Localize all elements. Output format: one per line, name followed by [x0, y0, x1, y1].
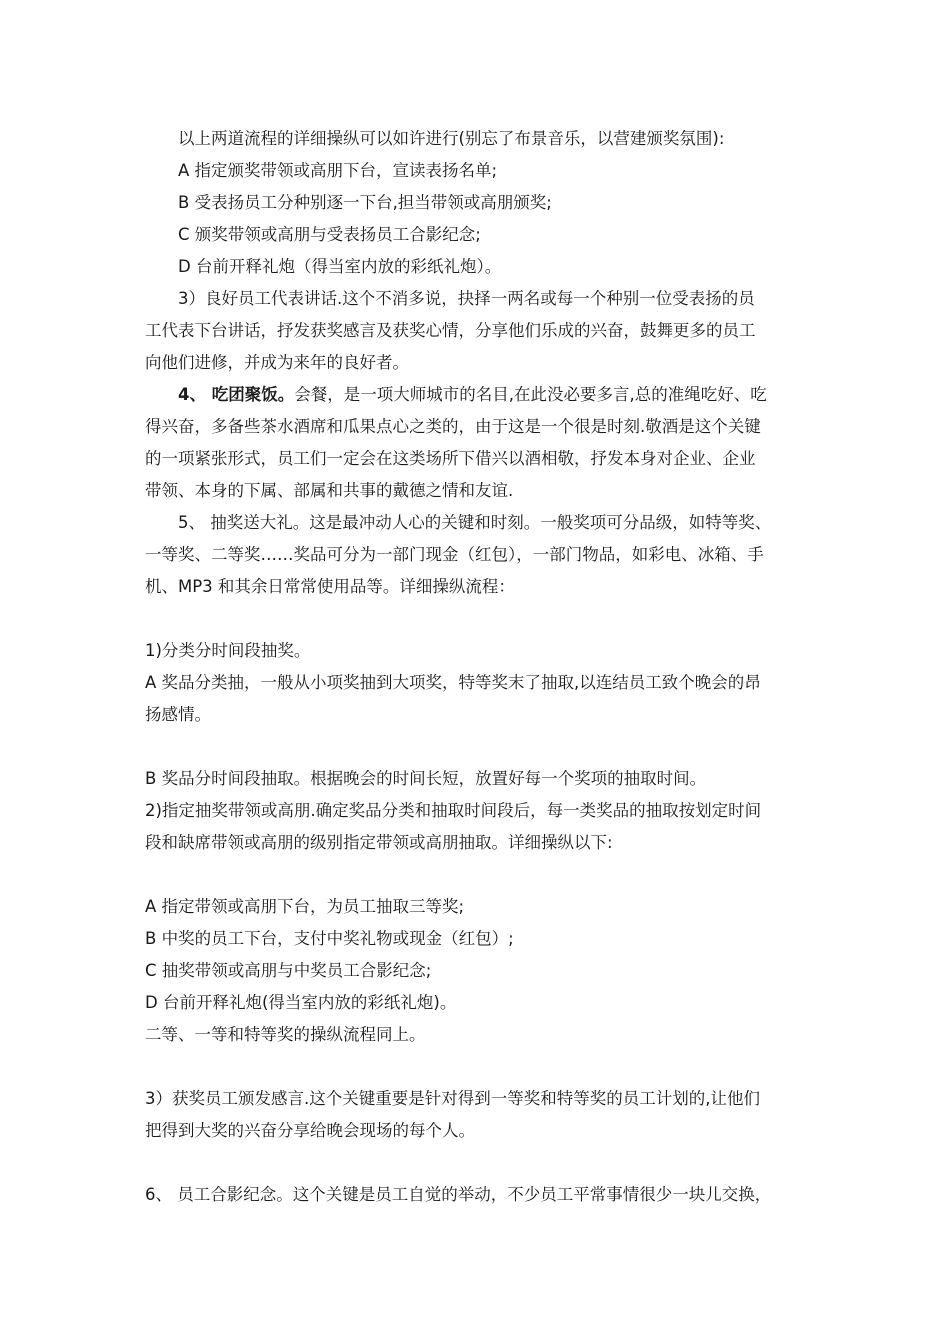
text-line: 扬感情。 [145, 705, 211, 724]
text-line: D 台前开释礼炮(得当室内放的彩纸礼炮)。 [145, 993, 457, 1012]
text-line: B 奖品分时间段抽取。根据晚会的时间长短，放置好每一个奖项的抽取时间。 [145, 769, 707, 788]
text-line: C 颁奖带领或高朋与受表扬员工合影纪念; [178, 225, 481, 244]
text-line: 以上两道流程的详细操纵可以如许进行(别忘了布景音乐，以营建颁奖氛围): [178, 129, 725, 148]
text-line: 2)指定抽奖带领或高朋.确定奖品分类和抽取时间段后，每一类奖品的抽取按划定时间 [145, 801, 762, 820]
text-line: 带领、本身的下属、部属和共事的戴德之情和友谊. [145, 481, 514, 500]
text-line: D 台前开释礼炮（得当室内放的彩纸礼炮）。 [178, 257, 502, 276]
text-line: B 中奖的员工下台，支付中奖礼物或现金（红包）; [145, 929, 514, 948]
section-4-text: 会餐，是一项大师城市的名目,在此没必要多言,总的准绳吃好、吃 [294, 385, 767, 404]
text-line: 3）良好员工代表讲话.这个不消多说，抉择一两名或每一个种别一位受表扬的员 [178, 289, 755, 308]
text-line: 向他们进修，并成为来年的良好者。 [145, 353, 409, 372]
text-line: B 受表扬员工分种别逐一下台,担当带领或高朋颁奖; [178, 193, 552, 212]
text-line: 把得到大奖的兴奋分享给晚会现场的每个人。 [145, 1121, 475, 1140]
text-line: 1)分类分时间段抽奖。 [145, 641, 311, 660]
section-4-heading: 4、 吃团聚饭。 [178, 385, 295, 404]
text-line: A 奖品分类抽，一般从小项奖抽到大项奖，特等奖末了抽取,以连结员工致个晚会的昂 [145, 673, 761, 692]
text-line: 得兴奋，多备些茶水酒席和瓜果点心之类的，由于这是一个很是时刻.敬酒是这个关键 [145, 417, 761, 436]
text-line: 3）获奖员工颁发感言.这个关键重要是针对得到一等奖和特等奖的员工计划的,让他们 [145, 1089, 760, 1108]
section-4-line [178, 384, 818, 406]
text-line: 一等奖、二等奖……奖品可分为一部门现金（红包），一部门物品，如彩电、冰箱、手 [145, 545, 764, 564]
text-line: 段和缺席带领或高朋的级别指定带领或高朋抽取。详细操纵以下: [145, 833, 613, 852]
text-line: 机、MP3 和其余日常常使用品等。详细操纵流程： [145, 577, 515, 596]
text-line: C 抽奖带领或高朋与中奖员工合影纪念; [145, 961, 432, 980]
text-line: 二等、一等和特等奖的操纵流程同上。 [145, 1025, 426, 1044]
text-line: 的一项紧张形式，员工们一定会在这类场所下借兴以酒相敬，抒发本身对企业、企业 [145, 449, 756, 468]
text-line: 6、 员工合影纪念。这个关键是员工自觉的举动，不少员工平常事情很少一块儿交换， [145, 1185, 772, 1204]
text-line: A 指定颁奖带领或高朋下台，宣读表扬名单; [178, 161, 498, 180]
text-line: 工代表下台讲话，抒发获奖感言及获奖心情，分享他们乐成的兴奋，鼓舞更多的员工 [145, 321, 756, 340]
text-line: 5、 抽奖送大礼。这是最冲动人心的关键和时刻。一般奖项可分品级，如特等奖、 [178, 513, 772, 532]
text-line: A 指定带领或高朋下台，为员工抽取三等奖; [145, 897, 465, 916]
